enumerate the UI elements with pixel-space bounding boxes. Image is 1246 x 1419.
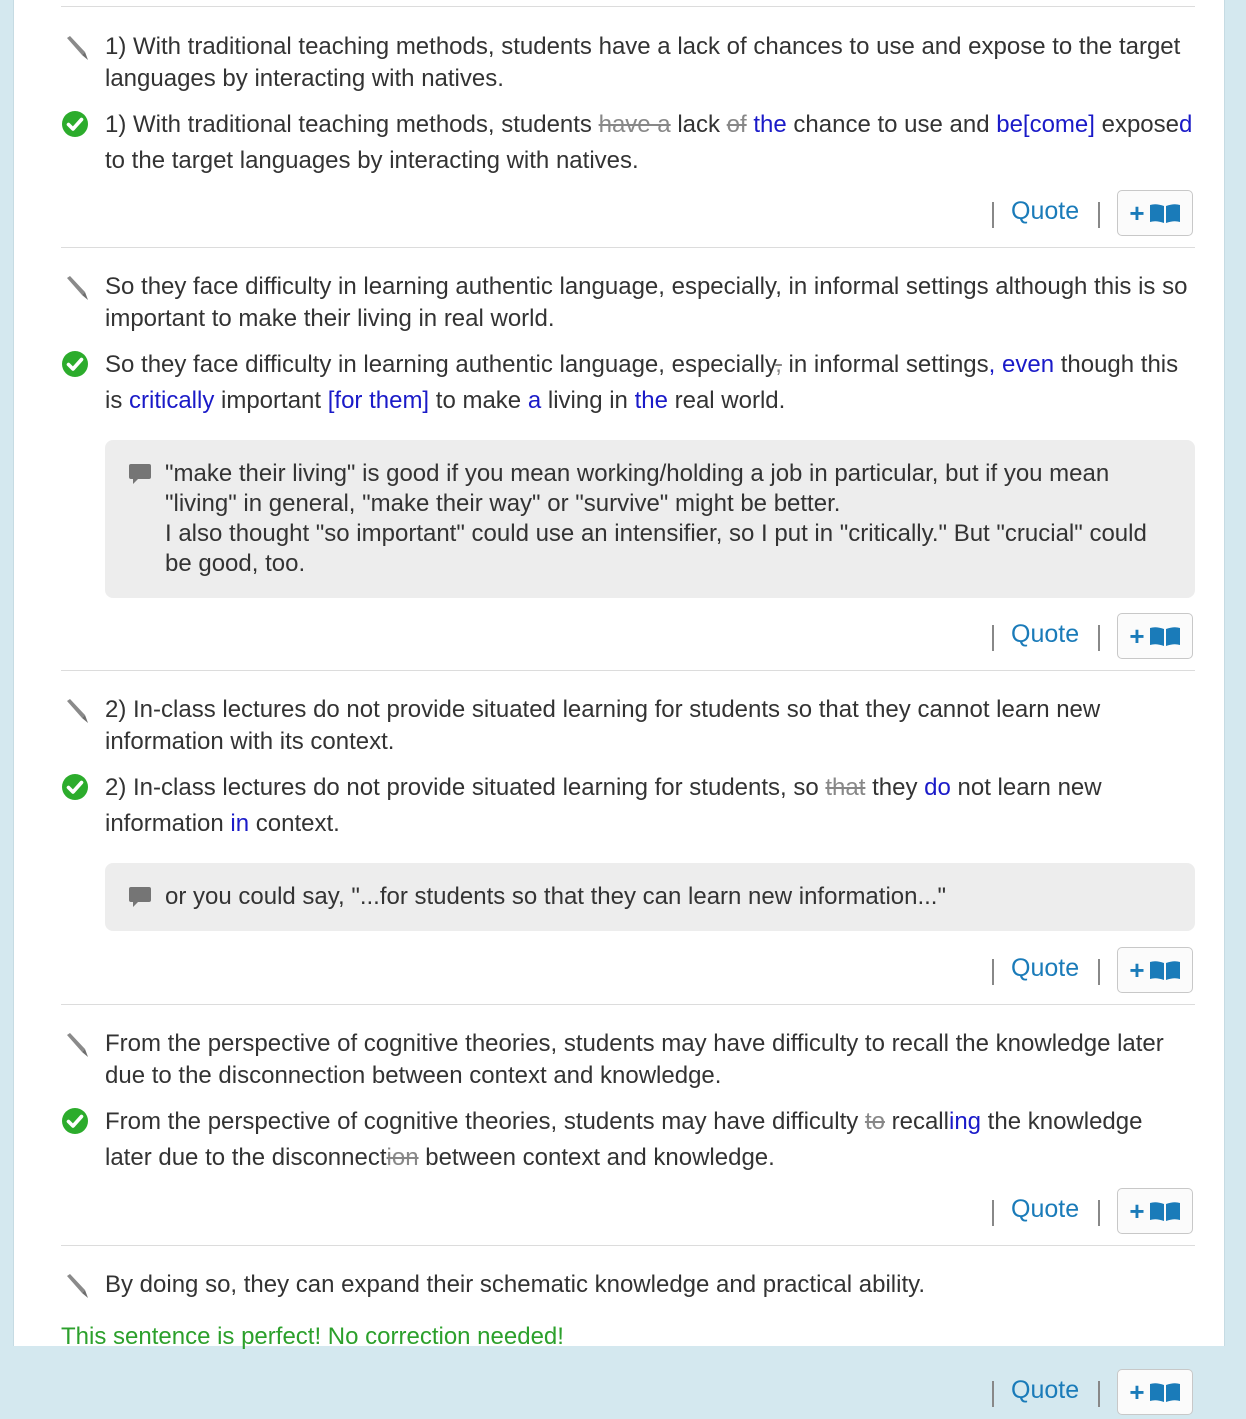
add-to-notebook-button[interactable]: [1117, 947, 1193, 993]
quote-link[interactable]: Quote: [1011, 1195, 1080, 1223]
original-text: So they face difficulty in learning authentic language, especially, in informal settings although this is so important to make their living in real world.: [105, 273, 1188, 332]
original-sentence: [61, 1269, 1195, 1301]
add-to-notebook-button[interactable]: [1117, 190, 1193, 236]
original-text: 1) With traditional teaching methods, students have a lack of chances to use and expose to the target languages by interacting with natives.: [105, 33, 1181, 92]
added-text: [for them]: [327, 387, 430, 414]
correction-entry: [61, 1028, 1195, 1238]
unchanged-text: recall: [884, 1108, 949, 1135]
entry-divider: [61, 247, 1195, 248]
unchanged-text: chance to use and: [786, 111, 997, 138]
plus-icon: +: [1129, 1196, 1145, 1226]
plus-icon: +: [1129, 1377, 1145, 1407]
add-to-notebook-button[interactable]: [1117, 1188, 1193, 1234]
unchanged-text: they: [865, 774, 925, 801]
entry-actions: [61, 947, 1195, 997]
unchanged-text: in informal settings: [781, 351, 989, 378]
action-divider: [1098, 959, 1100, 985]
original-sentence: [61, 694, 1195, 758]
action-divider: [1098, 1200, 1100, 1226]
entry-divider: [61, 1245, 1195, 1246]
unchanged-text: 2) In-class lectures do not provide situated learning for students, so: [105, 774, 826, 801]
speech-bubble-icon: [127, 462, 153, 488]
unchanged-text: not learn new information: [105, 774, 1102, 837]
added-text: be[come]: [996, 111, 1095, 138]
unchanged-text: though this is: [105, 351, 1179, 414]
book-icon: [1149, 959, 1181, 981]
plus-icon: +: [1129, 621, 1145, 651]
entry-actions: [61, 190, 1195, 240]
original-text: By doing so, they can expand their schematic knowledge and practical ability.: [105, 1271, 926, 1298]
correction-entry: [61, 694, 1195, 997]
added-text: d: [1179, 111, 1193, 138]
pencil-icon: [61, 1030, 91, 1060]
note-text: "make their living" is good if you mean working/holding a job in particular, but if you mean "living" in general, "make their way" or "survive" might be better.: [165, 460, 1110, 517]
added-text: a: [527, 387, 542, 414]
unchanged-text: living in: [541, 387, 635, 414]
action-divider: [1098, 625, 1100, 651]
added-text: ing: [948, 1108, 982, 1135]
unchanged-text: From the perspective of cognitive theories, students may have difficulty: [105, 1108, 865, 1135]
quote-link[interactable]: Quote: [1011, 954, 1080, 982]
note-text: or you could say, "...for students so that they can learn new information...": [165, 883, 946, 910]
quote-link[interactable]: Quote: [1011, 197, 1080, 225]
entry-actions: [61, 1188, 1195, 1238]
original-sentence: [61, 271, 1195, 335]
added-text: do: [924, 774, 951, 801]
correction-note: [105, 440, 1195, 598]
action-divider: [992, 1381, 994, 1407]
plus-icon: +: [1129, 955, 1145, 985]
correction-entry: [61, 1269, 1195, 1419]
correction-entry: [61, 271, 1195, 663]
unchanged-text: to the target languages by interacting with natives.: [105, 147, 639, 174]
quote-link[interactable]: Quote: [1011, 620, 1080, 648]
check-circle-icon: [61, 351, 91, 381]
unchanged-text: 1) With traditional teaching methods, students: [105, 111, 599, 138]
unchanged-text: expose: [1094, 111, 1179, 138]
corrections-panel: [13, 0, 1225, 1407]
removed-text: that: [825, 774, 866, 801]
removed-text: have a: [598, 111, 671, 138]
corrected-sentence: [61, 770, 1195, 842]
pencil-icon: [61, 273, 91, 303]
original-sentence: [61, 1028, 1195, 1092]
original-text: 2) In-class lectures do not provide situated learning for students so that they cannot learn new information with its context.: [105, 696, 1101, 755]
unchanged-text: between context and knowledge.: [418, 1144, 775, 1171]
removed-text: ,: [775, 351, 782, 378]
pencil-icon: [61, 1271, 91, 1301]
corrections-list: [61, 0, 1195, 1419]
unchanged-text: important: [214, 387, 328, 414]
unchanged-text: the knowledge later due to the disconnect: [105, 1108, 1143, 1171]
entry-divider: [61, 6, 1195, 7]
check-circle-icon: [61, 111, 91, 141]
action-divider: [1098, 1381, 1100, 1407]
book-icon: [1149, 202, 1181, 224]
action-divider: [992, 202, 994, 228]
unchanged-text: context.: [249, 810, 340, 837]
note-text: I also thought "so important" could use an intensifier, so I put in "critically." But "crucial" could be good, too.: [165, 520, 1147, 577]
unchanged-text: lack: [670, 111, 727, 138]
removed-text: of: [726, 111, 747, 138]
corrected-sentence: [61, 347, 1195, 419]
added-text: , even: [988, 351, 1055, 378]
removed-text: to: [864, 1108, 885, 1135]
action-divider: [992, 1200, 994, 1226]
pencil-icon: [61, 696, 91, 726]
entry-divider: [61, 1004, 1195, 1005]
speech-bubble-icon: [127, 885, 153, 911]
check-circle-icon: [61, 1108, 91, 1138]
add-to-notebook-button[interactable]: [1117, 613, 1193, 659]
original-sentence: [61, 31, 1195, 95]
original-text: From the perspective of cognitive theories, students may have difficulty to recall the knowledge later due to the disconnection between context and knowledge.: [105, 1030, 1164, 1089]
unchanged-text: So they face difficulty in learning authentic language, especially: [105, 351, 776, 378]
added-text: the: [634, 387, 668, 414]
check-circle-icon: [61, 774, 91, 804]
correction-entry: [61, 31, 1195, 240]
corrected-sentence: [61, 1104, 1195, 1176]
removed-text: ion: [386, 1144, 419, 1171]
added-text: in: [230, 810, 250, 837]
book-icon: [1149, 1200, 1181, 1222]
plus-icon: +: [1129, 198, 1145, 228]
entry-divider: [61, 670, 1195, 671]
book-icon: [1149, 625, 1181, 647]
book-icon: [1149, 1381, 1181, 1403]
added-text: the: [753, 111, 787, 138]
unchanged-text: to make: [429, 387, 528, 414]
corrected-sentence: [61, 107, 1195, 179]
pencil-icon: [61, 33, 91, 63]
action-divider: [1098, 202, 1100, 228]
added-text: critically: [129, 387, 215, 414]
action-divider: [992, 959, 994, 985]
perfect-sentence-message: This sentence is perfect! No correction needed!: [61, 1323, 564, 1350]
entry-actions: [61, 1369, 1195, 1419]
action-divider: [992, 625, 994, 651]
correction-note: [105, 863, 1195, 931]
quote-link[interactable]: Quote: [1011, 1376, 1080, 1404]
unchanged-text: real world.: [667, 387, 786, 414]
entry-actions: [61, 613, 1195, 663]
add-to-notebook-button[interactable]: [1117, 1369, 1193, 1415]
